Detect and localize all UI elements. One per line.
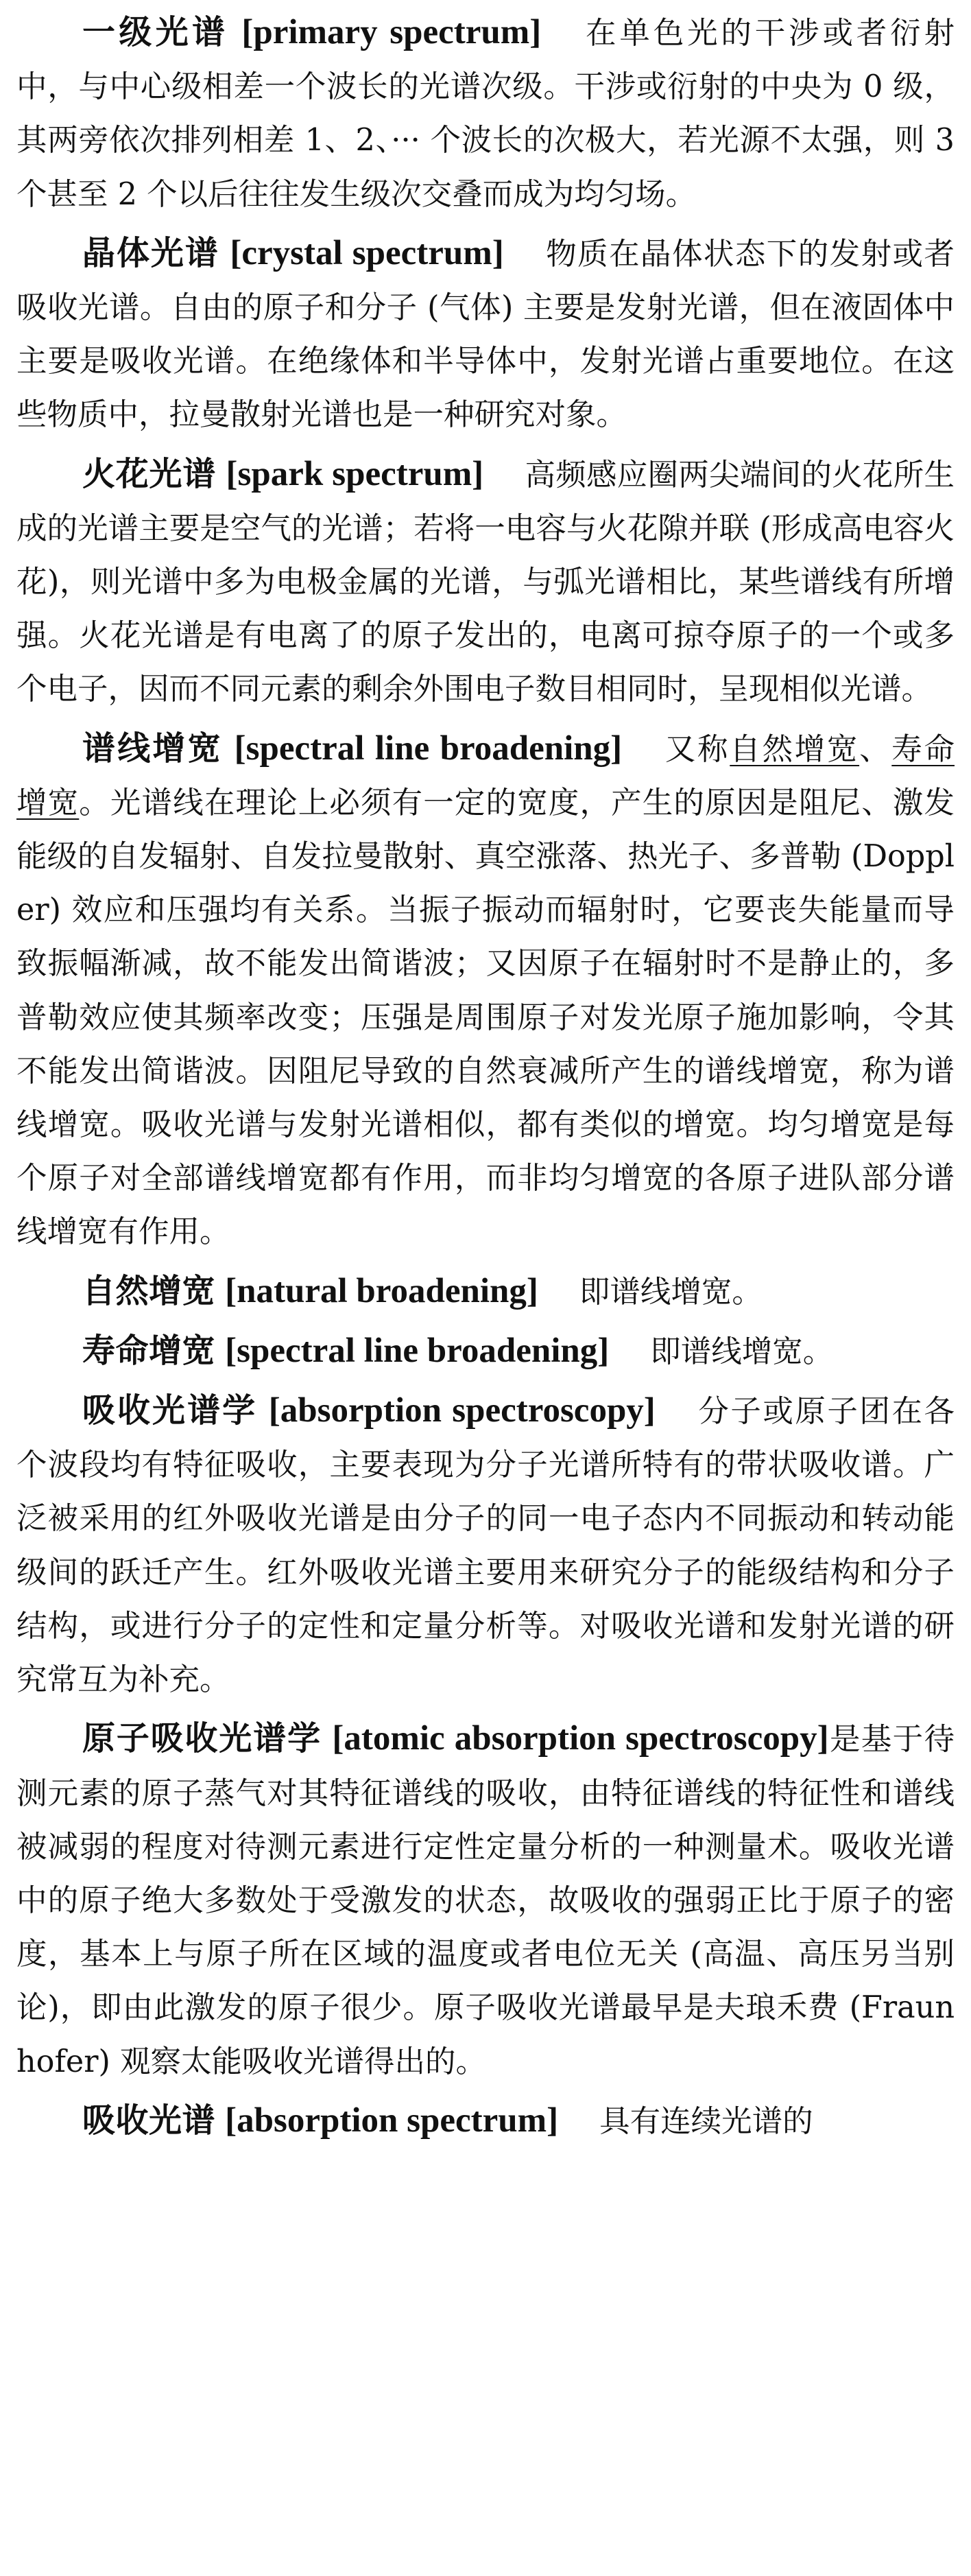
entry-definition: 分子或原子团在各个波段均有特征吸收，主要表现为分子光谱所特有的带状吸收谱。广泛被采用的红外吸收光谱是由分子的同一电子态内不同振动和转动能级间的跃迁产生。红外吸收光谱主要用来研究分子的能级结构和分子结构，或进行分子的定性和定量分析等。对吸收光谱和发射光谱的研究常互为补充。 (16, 1394, 955, 1698)
entry-term: 自然增宽 (82, 1271, 216, 1310)
entry-term: 火花光谱 (82, 454, 217, 493)
entry-crystal-spectrum (16, 226, 955, 442)
entry-separator: 、 (859, 731, 892, 767)
entry-definition: 在单色光的干涉或者衍射中，与中心级相差一个波长的光谱次级。干涉或衍射的中央为 0 级，其两旁依次排列相差 1、2、··· 个波长的次极大，若光源不太强，则 3 个甚至 2 个以后往往发生级次交叠而成为均匀场。 (16, 16, 955, 212)
entry-definition: 即谱线增宽。 (650, 1334, 834, 1369)
entry-term: 寿命增宽 (82, 1331, 216, 1370)
entry-term: 原子吸收光谱学 (82, 1719, 322, 1758)
entry-natural-broadening (16, 1264, 955, 1319)
entry-definition: 。光谱线在理论上必须有一定的宽度，产生的原因是阻尼、激发能级的自发辐射、自发拉曼散射、真空涨落、热光子、多普勒 (Doppler) 效应和压强均有关系。当振子振动而辐射时，它要丧失能量而导致振幅渐减，故不能发出简谐波；又因原子在辐射时不是静止的，多普勒效应使其频率改变；压强是周围原子对发光原子施加影响，令其不能发出简谐波。因阻尼导致的自然衰减所产生的谱线增宽，称为谱线增宽。吸收光谱与发射光谱相似，都有类似的增宽。均匀增宽是每个原子对全部谱线增宽都有作用，而非均匀增宽的各原子进队部分谱线增宽有作用。 (16, 785, 955, 1250)
entry-term: 吸收光谱 (82, 2101, 216, 2140)
entry-definition: 是基于待测元素的原子蒸气对其特征谱线的吸收，由特征谱线的特征性和谱线被减弱的程度对待测元素进行定性定量分析的一种测量术。吸收光谱中的原子绝大多数处于受激发的状态，故吸收的强弱正比于原子的密度，基本上与原子所在区域的温度或者电位无关 (高温、高压另当别论)，即由此激发的原子很少。原子吸收光谱最早是夫琅禾费 (Fraunhofer) 观察太能吸收光谱得出的。 (16, 1722, 955, 2079)
entry-spectral-line-broadening (16, 722, 955, 1260)
entry-english-term: [spectral line broadening] (225, 1331, 610, 1370)
entry-english-term: [crystal spectrum] (230, 233, 504, 272)
entry-english-term: [spectral line broadening] (234, 729, 623, 768)
entry-absorption-spectroscopy (16, 1384, 955, 1707)
entry-english-term: [absorption spectrum] (225, 2101, 559, 2140)
entry-term: 一级光谱 (82, 13, 229, 51)
entry-english-term: [spark spectrum] (226, 454, 484, 493)
entry-english-term: [natural broadening] (225, 1271, 538, 1310)
entry-term: 吸收光谱学 (82, 1391, 258, 1430)
entry-term: 晶体光谱 (82, 233, 219, 272)
entry-absorption-spectrum (16, 2094, 955, 2149)
entry-atomic-absorption-spectroscopy (16, 1712, 955, 2088)
entry-primary-spectrum (16, 5, 955, 222)
entry-definition: 即谱线增宽。 (579, 1274, 763, 1310)
entry-lead-text: 又称 (663, 731, 730, 767)
entry-english-term: [absorption spectroscopy] (268, 1391, 656, 1430)
entry-definition: 高频感应圈两尖端间的火花所生成的光谱主要是空气的光谱；若将一电容与火花隙并联 (形成高电容火花)，则光谱中多为电极金属的光谱，与弧光谱相比，某些谱线有所增强。火花光谱是有电离了的原子发出的，电离可掠夺原子的一个或多个电子，因而不同元素的剩余外围电子数目相同时，呈现相似光谱。 (16, 457, 955, 707)
cross-reference-link-natural-broadening[interactable]: 自然增宽 (730, 731, 860, 767)
entry-term: 谱线增宽 (82, 729, 223, 768)
entry-definition: 物质在晶体状态下的发射或者吸收光谱。自由的原子和分子 (气体) 主要是发射光谱，但在液固体中主要是吸收光谱。在绝缘体和半导体中，发射光谱占重要地位。在这些物质中，拉曼散射光谱也是一种研究对象。 (16, 236, 955, 433)
entry-english-term: [primary spectrum] (241, 13, 542, 51)
entry-definition: 具有连续光谱的 (599, 2103, 813, 2139)
entry-lifetime-broadening (16, 1324, 955, 1379)
entry-english-term: [atomic absorption spectroscopy] (332, 1719, 829, 1758)
cross-reference-link-lifetime-broadening[interactable]: 寿命增宽 (16, 731, 955, 820)
entry-spark-spectrum (16, 447, 955, 717)
